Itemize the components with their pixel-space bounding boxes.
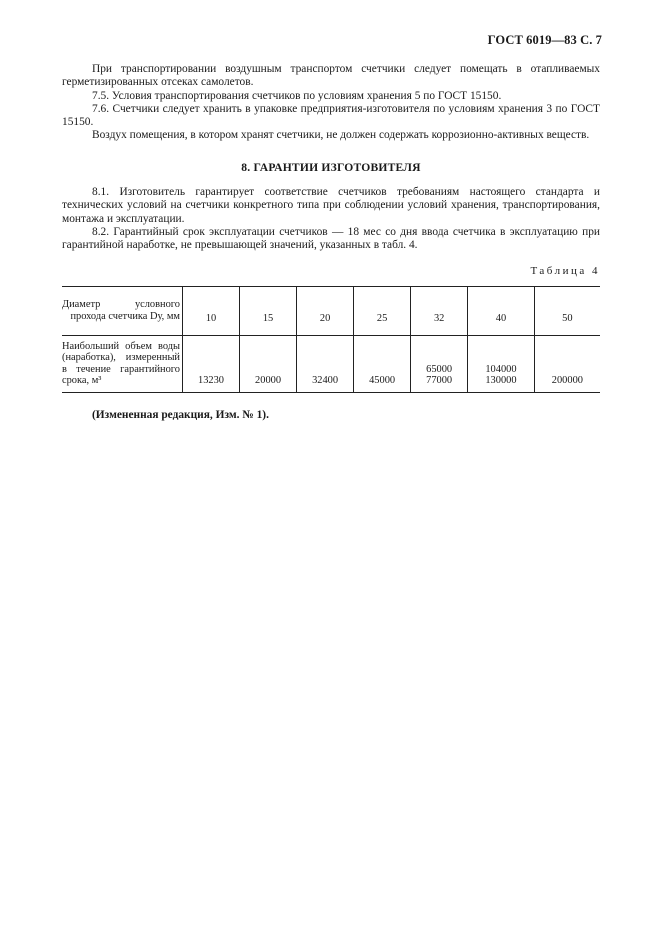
cell-value: 65000 bbox=[426, 364, 453, 376]
paragraph-storage-air: Воздух помещения, в котором хранят счетчики, не должен содержать коррозионно-активных веществ. bbox=[92, 129, 590, 142]
cell-value: 20000 bbox=[255, 375, 282, 387]
table-cell: 32 bbox=[411, 286, 468, 335]
paragraph-7-5: 7.5. Условия транспортирования счетчиков по условиям хранения 5 по ГОСТ 15150. bbox=[92, 89, 502, 102]
table-cell bbox=[411, 335, 468, 392]
cell-value: 77000 bbox=[426, 375, 453, 387]
row-label-diameter: Диаметр условного прохода счетчика Dу, мм bbox=[62, 286, 183, 335]
warranty-table bbox=[62, 286, 600, 393]
table-cell: 15 bbox=[240, 286, 297, 335]
top-paragraphs bbox=[62, 63, 600, 143]
table-cell bbox=[183, 335, 240, 392]
table-row-diameter bbox=[62, 286, 600, 335]
cell-value: 104000 bbox=[485, 364, 517, 376]
page-header: ГОСТ 6019—83 С. 7 bbox=[487, 33, 602, 47]
amendment-note: (Измененная редакция, Изм. № 1). bbox=[92, 408, 269, 421]
table-cell: 10 bbox=[183, 286, 240, 335]
table-cell bbox=[468, 335, 535, 392]
table-cell: 50 bbox=[534, 286, 600, 335]
cell-value: 45000 bbox=[369, 375, 396, 387]
paragraph-7-6: 7.6. Счетчики следует хранить в упаковке предприятия-изготовителя по условиям хранения 3 по ГОСТ 15150. bbox=[62, 102, 600, 129]
table-cell: 20 bbox=[297, 286, 354, 335]
table-caption: Таблица 4 bbox=[530, 264, 600, 277]
section-paragraphs bbox=[62, 186, 600, 252]
table-cell bbox=[240, 335, 297, 392]
row-label-volume: Наибольший объем воды (наработка), измеренный в течение гарантийного срока, м³ bbox=[62, 335, 183, 392]
table-cell bbox=[297, 335, 354, 392]
paragraph-air-transport: При транспортировании воздушным транспортом счетчики следует помещать в отапливаемых герметизированных отсеках самолетов. bbox=[62, 63, 600, 89]
cell-value: 32400 bbox=[312, 375, 339, 387]
paragraph-8-2: 8.2. Гарантийный срок эксплуатации счетчиков — 18 мес со дня ввода счетчика в эксплуатацию при гарантийной наработке, не превышающей значений, указанных в табл. 4. bbox=[62, 225, 600, 252]
section-title: 8. ГАРАНТИИ ИЗГОТОВИТЕЛЯ bbox=[241, 160, 421, 174]
table-cell bbox=[354, 335, 411, 392]
cell-value: 200000 bbox=[551, 375, 583, 387]
table-cell: 40 bbox=[468, 286, 535, 335]
document-body bbox=[62, 63, 600, 422]
paragraph-8-1: 8.1. Изготовитель гарантирует соответствие счетчиков требованиям настоящего стандарта и технических условий на счетчики конкретного типа при соблюдении условий хранения, транспортирования, монтажа и эксплуатации. bbox=[62, 186, 600, 225]
table-cell bbox=[534, 335, 600, 392]
table-row-volume bbox=[62, 335, 600, 392]
cell-value: 130000 bbox=[485, 375, 517, 387]
cell-value: 13230 bbox=[198, 375, 224, 387]
table-cell: 25 bbox=[354, 286, 411, 335]
